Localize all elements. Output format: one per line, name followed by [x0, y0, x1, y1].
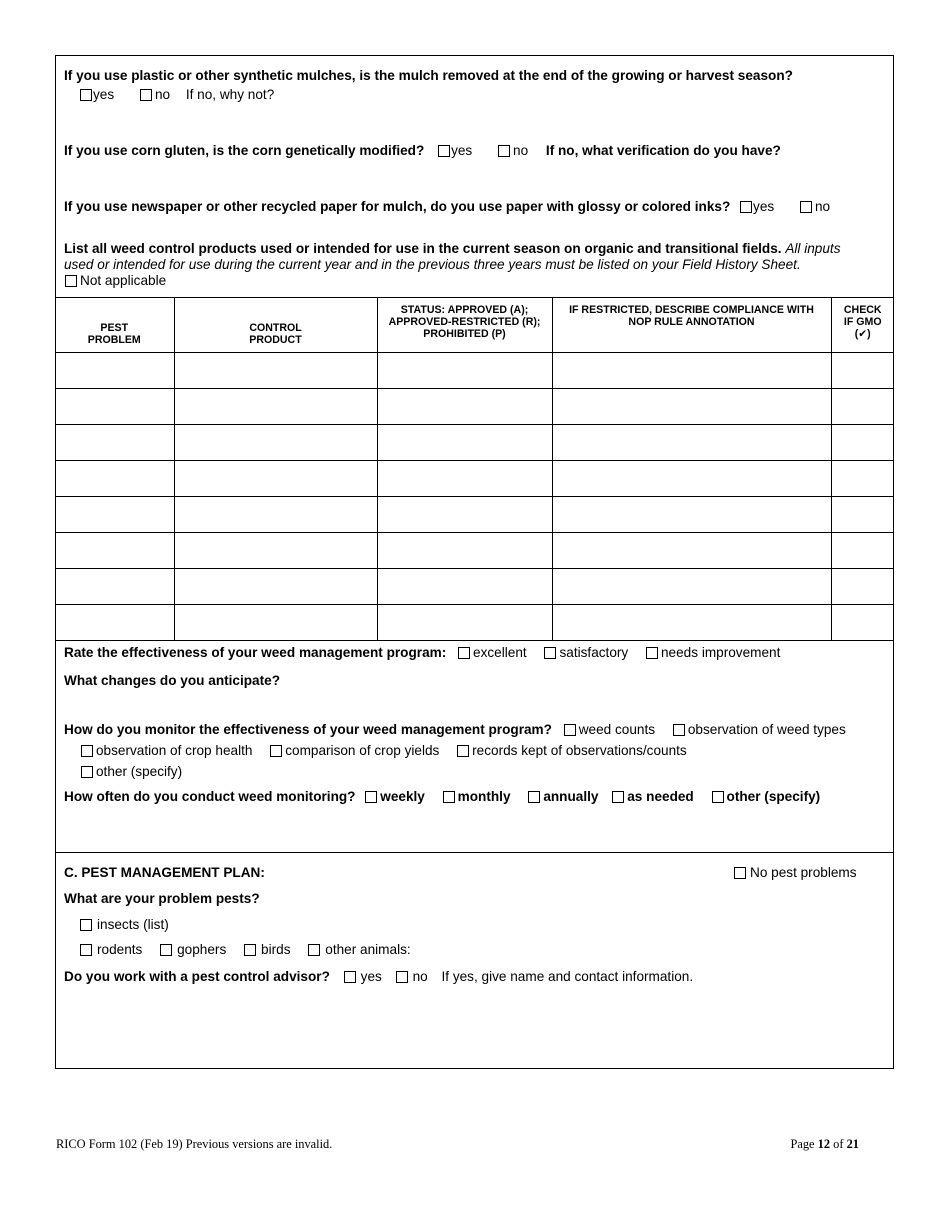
compliance-cell[interactable] — [552, 605, 831, 641]
records-checkbox[interactable] — [457, 745, 469, 757]
frequency-option-as-needed[interactable] — [612, 789, 694, 805]
weed-products-instruction-italic-2: used or intended for use during the current year and in the previous three years must be listed on your Field History Sheet. — [64, 257, 801, 272]
weed-types-label: observation of weed types — [687, 722, 846, 737]
page-of: of — [833, 1137, 844, 1151]
weed-table-header-row — [55, 298, 894, 353]
header-pest-problem-line2: PROBLEM — [87, 334, 141, 346]
weed-table-row — [55, 497, 894, 533]
needs-improvement-label: needs improvement — [661, 645, 781, 660]
frequency-question: How often do you conduct weed monitoring? — [64, 789, 356, 804]
mulch-no-label: no — [154, 87, 171, 102]
header-pest-problem-line1: PEST — [100, 322, 129, 334]
insects-option[interactable] — [80, 917, 169, 933]
not-applicable-label: Not applicable — [80, 273, 167, 288]
compliance-cell[interactable] — [552, 569, 831, 605]
newspaper-row — [64, 199, 830, 215]
page-current: 12 — [817, 1137, 831, 1151]
frequency-option-weekly[interactable] — [365, 789, 425, 805]
status-cell[interactable] — [377, 605, 552, 641]
control-product-cell[interactable] — [174, 533, 377, 569]
gmo-check-cell[interactable] — [831, 353, 894, 389]
pest-plan-title: C. PEST MANAGEMENT PLAN: — [64, 865, 265, 880]
header-control-product-line2: PRODUCT — [249, 334, 302, 346]
newspaper-yes-label: yes — [753, 199, 775, 214]
mulch-followup-label: If no, why not? — [185, 87, 275, 102]
birds-checkbox[interactable] — [244, 944, 256, 956]
rodents-checkbox[interactable] — [80, 944, 92, 956]
monitor-option-other[interactable] — [81, 764, 182, 780]
gophers-label: gophers — [177, 942, 227, 957]
header-restricted-line1: IF RESTRICTED, DESCRIBE COMPLIANCE WITH — [569, 304, 814, 316]
header-control-product-line1: CONTROL — [249, 322, 302, 334]
crop-yields-label: comparison of crop yields — [285, 743, 440, 758]
monitor-question: How do you monitor the effectiveness of your weed management program? — [64, 722, 552, 737]
excellent-checkbox[interactable] — [458, 647, 470, 659]
header-status-line2: APPROVED-RESTRICTED (R); — [388, 316, 541, 328]
weed-table-row — [55, 569, 894, 605]
gmo-check-cell[interactable] — [831, 389, 894, 425]
mulch-yes-label: yes — [93, 87, 115, 102]
pest-problem-cell[interactable] — [55, 533, 174, 569]
corn-no-label: no — [513, 143, 529, 158]
effectiveness-option-excellent[interactable] — [458, 645, 527, 661]
monitor-row-3 — [81, 764, 196, 780]
weed-products-instruction-bold: List all weed control products used or intended for use in the current season on organic and transitional fields. — [64, 241, 782, 256]
monitor-row-1 — [64, 722, 846, 738]
corn-yes-label: yes — [451, 143, 473, 158]
weed-table-body — [55, 353, 894, 641]
newspaper-no-label: no — [814, 199, 831, 214]
animal-option-gophers[interactable] — [160, 942, 226, 958]
birds-label: birds — [261, 942, 291, 957]
control-product-cell[interactable] — [174, 389, 377, 425]
as-needed-label: as needed — [627, 789, 694, 804]
pest-problem-cell[interactable] — [55, 569, 174, 605]
mulch-no-checkbox[interactable] — [140, 89, 152, 101]
advisor-followup-label: If yes, give name and contact information. — [441, 969, 694, 984]
corn-gluten-row — [64, 143, 781, 159]
annually-label: annually — [543, 789, 599, 804]
corn-gluten-question: If you use corn gluten, is the corn genetically modified? — [64, 143, 425, 158]
weekly-label: weekly — [380, 789, 425, 804]
status-cell[interactable] — [377, 497, 552, 533]
no-pest-problems-option[interactable] — [734, 865, 857, 881]
page-prefix: Page — [790, 1137, 815, 1151]
control-product-cell[interactable] — [174, 353, 377, 389]
header-check-gmo-line2: IF GMO — [843, 316, 882, 328]
weed-counts-label: weed counts — [578, 722, 656, 737]
frequency-other-checkbox[interactable] — [712, 791, 724, 803]
insects-label: insects (list) — [97, 917, 169, 932]
pest-problem-cell[interactable] — [55, 389, 174, 425]
needs-improvement-checkbox[interactable] — [646, 647, 658, 659]
header-status-line3: PROHIBITED (P) — [423, 328, 506, 340]
header-check-gmo-line1: CHECK — [843, 304, 882, 316]
advisor-yes-checkbox[interactable] — [344, 971, 356, 983]
compliance-cell[interactable] — [552, 389, 831, 425]
monitor-option-records[interactable] — [457, 743, 687, 759]
status-cell[interactable] — [377, 425, 552, 461]
monitor-other-label: other (specify) — [96, 764, 183, 779]
monitor-option-weed-types[interactable] — [673, 722, 846, 738]
advisor-row — [64, 969, 693, 985]
gmo-check-cell[interactable] — [831, 533, 894, 569]
weed-types-checkbox[interactable] — [673, 724, 685, 736]
weed-products-instruction-italic-1: All inputs — [785, 241, 841, 256]
control-product-cell[interactable] — [174, 461, 377, 497]
compliance-cell[interactable] — [552, 461, 831, 497]
other-animals-checkbox[interactable] — [308, 944, 320, 956]
mulch-yes-checkbox[interactable] — [80, 89, 92, 101]
advisor-yes-label: yes — [360, 969, 382, 984]
compliance-cell[interactable] — [552, 425, 831, 461]
monitor-option-crop-yields[interactable] — [270, 743, 439, 759]
insects-checkbox[interactable] — [80, 919, 92, 931]
header-restricted-compliance — [552, 298, 831, 353]
pest-problem-cell[interactable] — [55, 605, 174, 641]
header-check-gmo-line3: (✔) — [854, 328, 871, 340]
compliance-cell[interactable] — [552, 353, 831, 389]
corn-no-checkbox[interactable] — [498, 145, 510, 157]
weed-products-instruction-line1 — [64, 241, 841, 257]
as-needed-checkbox[interactable] — [612, 791, 624, 803]
changes-question: What changes do you anticipate? — [64, 673, 281, 688]
effectiveness-option-needs-improvement[interactable] — [646, 645, 780, 661]
footer-page-number — [790, 1137, 859, 1152]
weed-table-row — [55, 533, 894, 569]
crop-health-checkbox[interactable] — [81, 745, 93, 757]
no-pest-problems-checkbox[interactable] — [734, 867, 746, 879]
monitor-row-2 — [81, 743, 701, 759]
problem-pests-question: What are your problem pests? — [64, 891, 260, 906]
gophers-checkbox[interactable] — [160, 944, 172, 956]
frequency-option-other[interactable] — [712, 789, 821, 805]
effectiveness-question: Rate the effectiveness of your weed management program: — [64, 645, 447, 660]
header-restricted-line2: NOP RULE ANNOTATION — [628, 316, 755, 328]
monitor-other-checkbox[interactable] — [81, 766, 93, 778]
monitor-option-crop-health[interactable] — [81, 743, 252, 759]
annually-checkbox[interactable] — [528, 791, 540, 803]
control-product-cell[interactable] — [174, 569, 377, 605]
satisfactory-label: satisfactory — [559, 645, 629, 660]
header-check-gmo — [831, 298, 894, 353]
gmo-check-cell[interactable] — [831, 497, 894, 533]
weed-products-not-applicable — [65, 273, 166, 289]
footer-form-info: RICO Form 102 (Feb 19) Previous versions are invalid. — [56, 1137, 333, 1151]
pest-problem-cell[interactable] — [55, 353, 174, 389]
weed-table-row — [55, 425, 894, 461]
rodents-label: rodents — [97, 942, 143, 957]
animal-option-birds[interactable] — [244, 942, 290, 958]
monthly-checkbox[interactable] — [443, 791, 455, 803]
frequency-option-monthly[interactable] — [443, 789, 511, 805]
status-cell[interactable] — [377, 533, 552, 569]
crop-health-label: observation of crop health — [96, 743, 253, 758]
advisor-no-checkbox[interactable] — [396, 971, 408, 983]
weed-table-row — [55, 605, 894, 641]
records-label: records kept of observations/counts — [472, 743, 687, 758]
section-divider — [55, 852, 894, 853]
status-cell[interactable] — [377, 569, 552, 605]
control-product-cell[interactable] — [174, 605, 377, 641]
animals-row — [80, 942, 425, 958]
other-animals-label: other animals: — [325, 942, 411, 957]
control-product-cell[interactable] — [174, 497, 377, 533]
satisfactory-checkbox[interactable] — [544, 647, 556, 659]
mulch-removal-question: If you use plastic or other synthetic mulches, is the mulch removed at the end of the growing or harvest season? — [64, 68, 793, 83]
monitor-option-weed-counts[interactable] — [564, 722, 655, 738]
control-product-cell[interactable] — [174, 425, 377, 461]
advisor-question: Do you work with a pest control advisor? — [64, 969, 330, 984]
status-cell[interactable] — [377, 461, 552, 497]
excellent-label: excellent — [473, 645, 527, 660]
effectiveness-option-satisfactory[interactable] — [544, 645, 628, 661]
corn-followup-label: If no, what verification do you have? — [545, 143, 781, 158]
gmo-check-cell[interactable] — [831, 461, 894, 497]
gmo-check-cell[interactable] — [831, 425, 894, 461]
weed-table-row — [55, 353, 894, 389]
weekly-checkbox[interactable] — [365, 791, 377, 803]
monthly-label: monthly — [457, 789, 511, 804]
no-pest-problems-label: No pest problems — [750, 865, 857, 880]
gmo-check-cell[interactable] — [831, 605, 894, 641]
not-applicable-checkbox[interactable] — [65, 275, 77, 287]
animal-option-rodents[interactable] — [80, 942, 142, 958]
status-cell[interactable] — [377, 389, 552, 425]
pest-problem-cell[interactable] — [55, 425, 174, 461]
header-status — [377, 298, 552, 353]
status-cell[interactable] — [377, 353, 552, 389]
gmo-check-cell[interactable] — [831, 569, 894, 605]
pest-problem-cell[interactable] — [55, 461, 174, 497]
header-status-line1: STATUS: APPROVED (A); — [400, 304, 529, 316]
frequency-option-annually[interactable] — [528, 789, 598, 805]
header-control-product — [174, 298, 377, 353]
frequency-other-label: other (specify) — [726, 789, 821, 804]
corn-yes-checkbox[interactable] — [438, 145, 450, 157]
newspaper-yes-checkbox[interactable] — [740, 201, 752, 213]
crop-yields-checkbox[interactable] — [270, 745, 282, 757]
weed-control-table — [55, 297, 894, 641]
effectiveness-row — [64, 645, 794, 661]
weed-table-row — [55, 461, 894, 497]
mulch-removal-options — [80, 87, 274, 103]
newspaper-no-checkbox[interactable] — [800, 201, 812, 213]
weed-table-row — [55, 389, 894, 425]
frequency-row — [64, 789, 820, 805]
header-pest-problem — [55, 298, 174, 353]
pest-problem-cell[interactable] — [55, 497, 174, 533]
weed-counts-checkbox[interactable] — [564, 724, 576, 736]
animal-option-other[interactable] — [308, 942, 410, 958]
advisor-no-label: no — [412, 969, 428, 984]
compliance-cell[interactable] — [552, 497, 831, 533]
newspaper-question: If you use newspaper or other recycled paper for mulch, do you use paper with glossy or colored inks? — [64, 199, 731, 214]
compliance-cell[interactable] — [552, 533, 831, 569]
page-total: 21 — [846, 1137, 859, 1151]
